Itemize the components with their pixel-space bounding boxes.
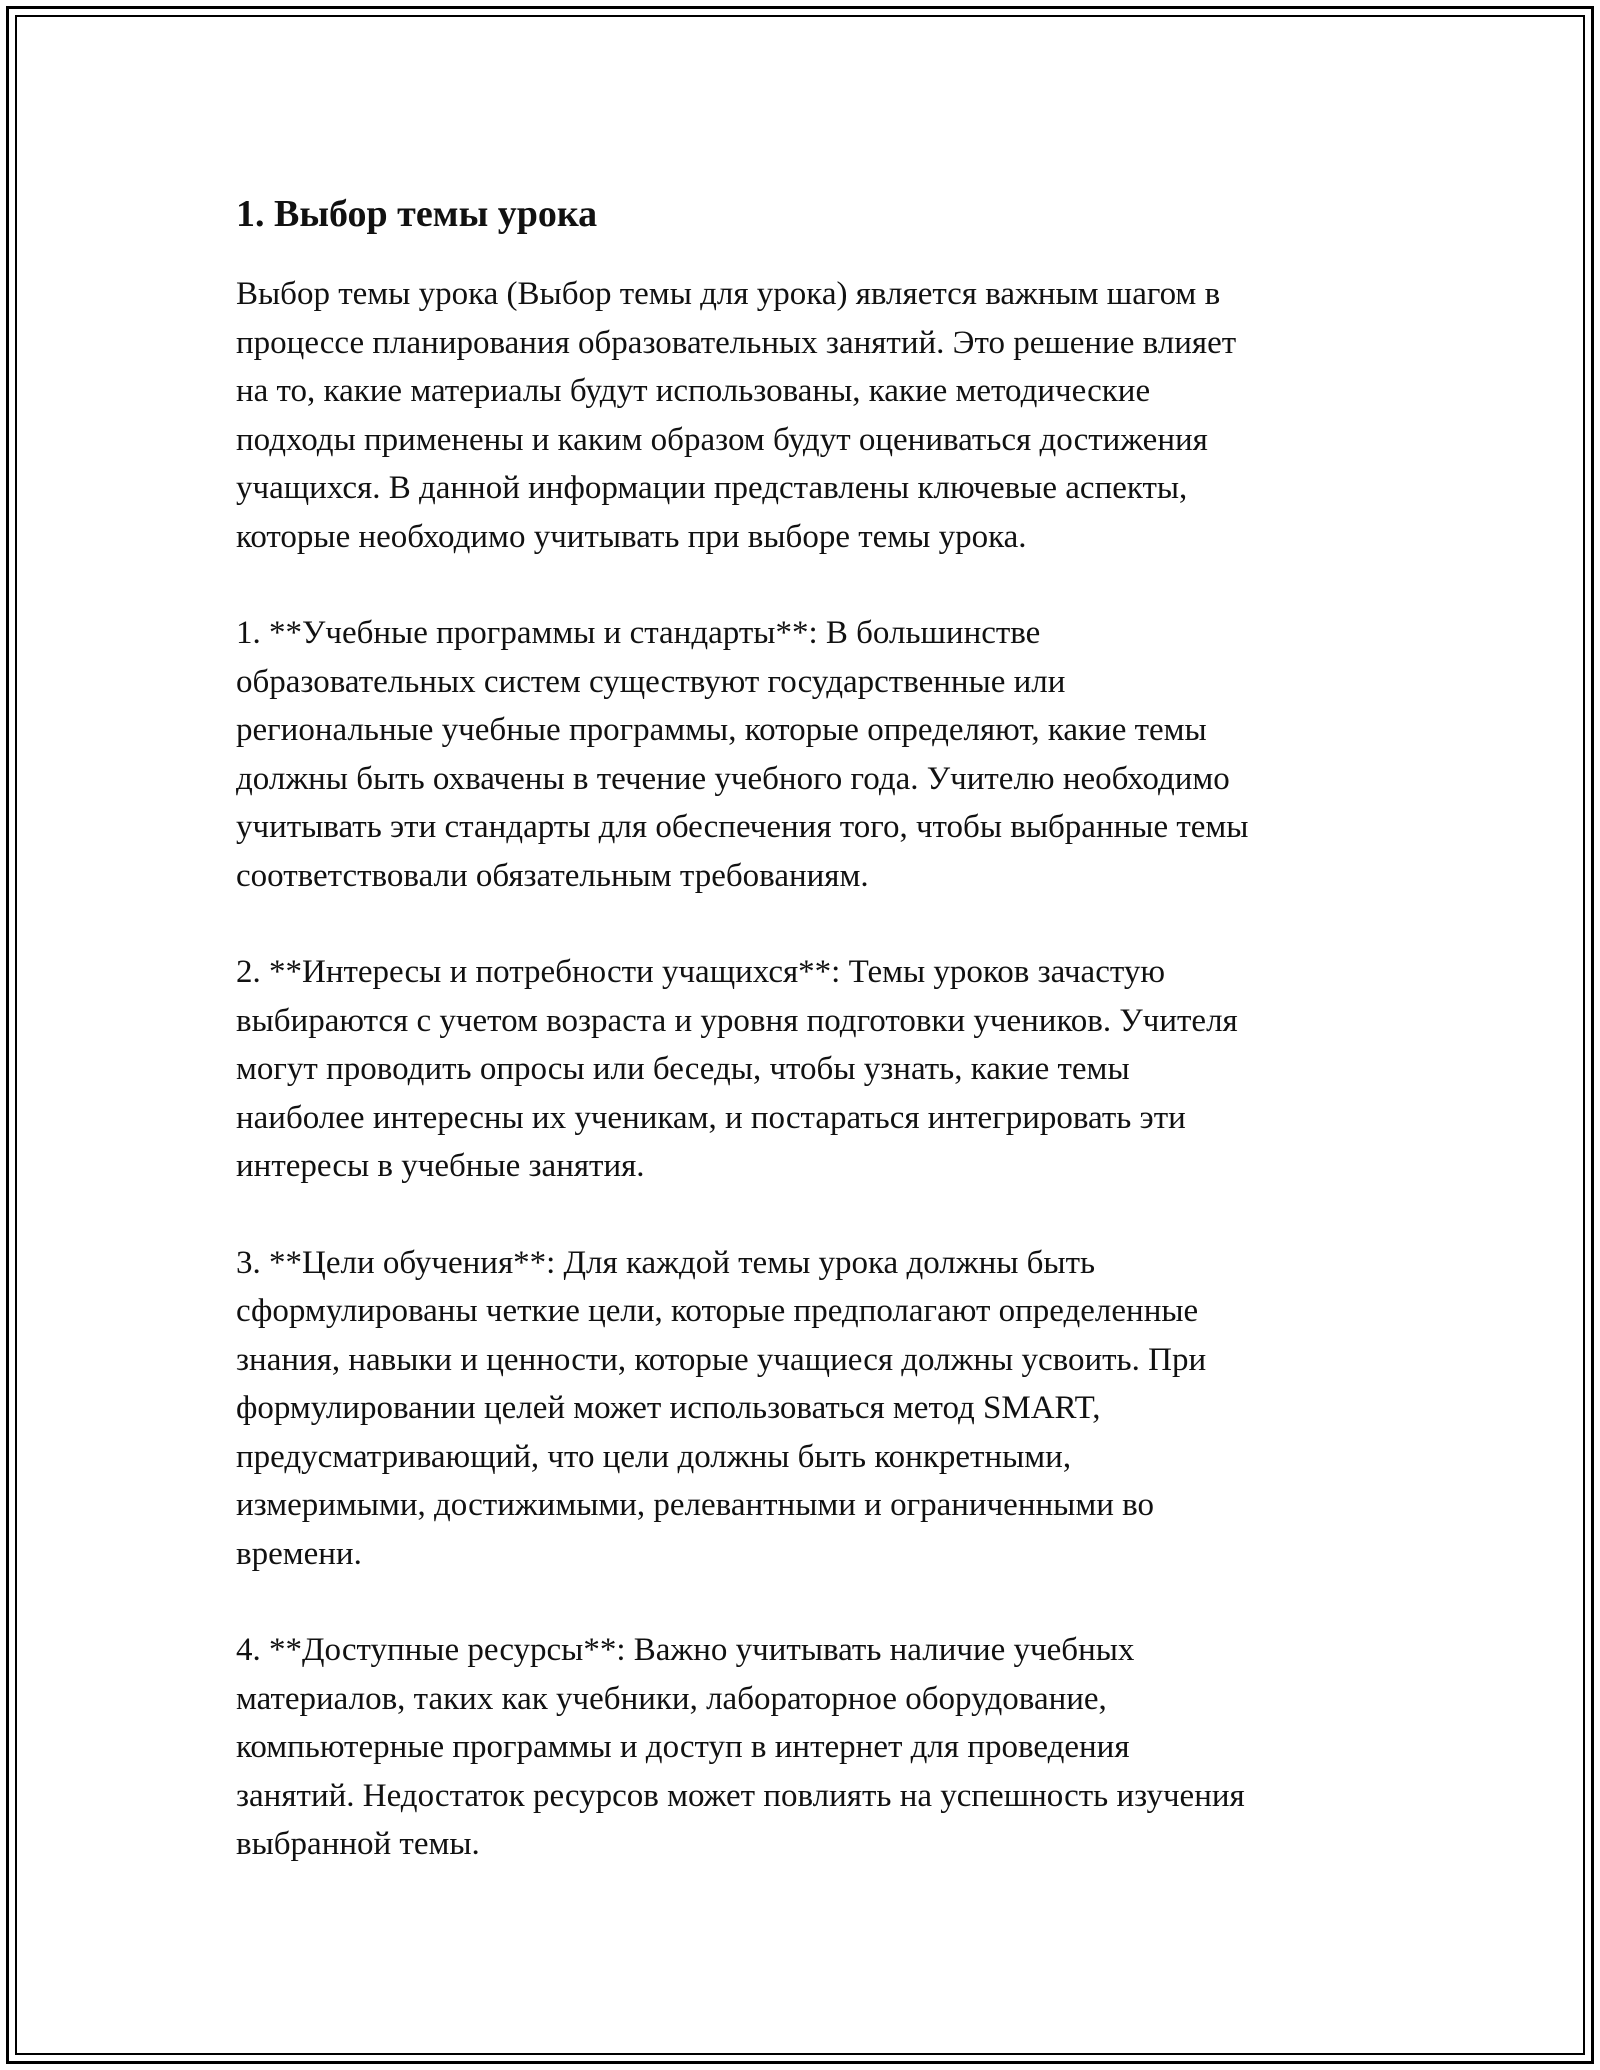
document-body [236,188,1396,1917]
paragraph-student-interests: 2. **Интересы и потребности учащихся**: Темы уроков зачастую выбираются с учетом возраста и уровня подготовки учеников. Учителя могут проводить опросы или беседы, чтобы узнать, какие темы наиболее интересны их ученикам, и постараться интегрировать эти интересы в учебные занятия. [236,954,1238,1184]
intro-paragraph: Выбор темы урока (Выбор темы для урока) является важным шагом в процессе планирования образовательных занятий. Это решение влияет на то, какие материалы будут использованы, какие методические подходы применены и каким образом будут оцениваться достижения учащихся. В данной информации представлены ключевые аспекты, которые необходимо учитывать при выборе темы урока. [236,276,1237,555]
paragraph-learning-goals: 3. **Цели обучения**: Для каждой темы урока должны быть сформулированы четкие цели, которые предполагают определенные знания, навыки и ценности, которые учащиеся должны усвоить. При формулировании целей может использоваться метод SMART, предусматривающий, что цели должны быть конкретными, измеримыми, достижимыми, релевантными и ограниченными во времени. [236,1244,1207,1572]
paragraph-curriculum-standards: 1. **Учебные программы и стандарты**: В большинстве образовательных систем существуют государственные или региональные учебные программы, которые определяют, какие темы должны быть охвачены в течение учебного года. Учителю необходимо учитывать эти стандарты для обеспечения того, чтобы выбранные темы соответствовали обязательным требованиям. [236,615,1249,894]
section-heading: 1. Выбор темы урока [236,193,598,235]
paragraph-available-resources: 4. **Доступные ресурсы**: Важно учитывать наличие учебных материалов, таких как учебники, лабораторное оборудование, компьютерные программы и доступ в интернет для проведения занятий. Недостаток ресурсов может повлиять на успешность изучения выбранной темы. [236,1632,1245,1862]
